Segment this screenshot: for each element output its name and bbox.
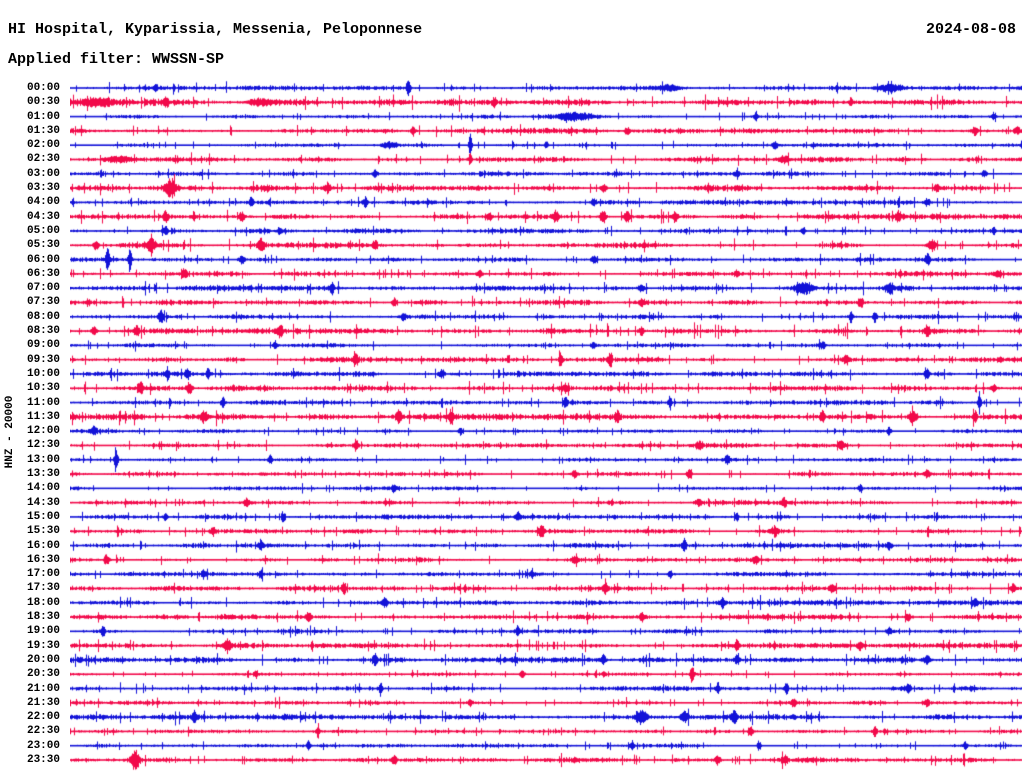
channel-scale-label: HNZ - 20000 — [4, 395, 16, 469]
trace-time-label: 11:00 — [26, 396, 60, 409]
trace-time-label: 14:00 — [26, 482, 60, 495]
trace-time-label: 00:30 — [26, 96, 60, 109]
trace-time-label: 19:00 — [26, 625, 60, 638]
trace-time-label: 18:00 — [26, 596, 60, 609]
trace-time-label: 20:30 — [26, 668, 60, 681]
trace-time-label: 03:30 — [26, 182, 60, 195]
trace-time-label: 16:30 — [26, 553, 60, 566]
trace-time-label: 17:30 — [26, 582, 60, 595]
trace-time-label: 03:00 — [26, 167, 60, 180]
trace-time-label: 02:30 — [26, 153, 60, 166]
trace-time-label: 12:00 — [26, 425, 60, 438]
trace-time-label: 15:00 — [26, 510, 60, 523]
trace-time-label: 05:00 — [26, 224, 60, 237]
trace-time-label: 09:00 — [26, 339, 60, 352]
trace-time-label: 10:30 — [26, 382, 60, 395]
trace-time-label: 07:30 — [26, 296, 60, 309]
trace-time-label: 08:30 — [26, 325, 60, 338]
record-date: 2024-08-08 — [925, 21, 1016, 38]
applied-filter-label: Applied filter: WWSSN-SP — [8, 51, 225, 68]
trace-time-label: 00:00 — [26, 82, 60, 94]
trace-time-label: 17:00 — [26, 568, 60, 581]
trace-time-label: 21:00 — [26, 682, 60, 695]
trace-time-label: 21:30 — [26, 696, 60, 709]
station-title: HI Hospital, Kyparissia, Messenia, Peloponnese — [8, 21, 423, 38]
trace-time-label: 04:30 — [26, 210, 60, 223]
trace-time-label: 12:30 — [26, 439, 60, 452]
trace-time-label: 22:00 — [26, 711, 60, 724]
trace-time-label: 14:30 — [26, 496, 60, 509]
trace-time-label: 10:00 — [26, 367, 60, 380]
trace-time-label: 06:00 — [26, 253, 60, 266]
trace-time-label: 06:30 — [26, 267, 60, 280]
trace-time-label: 22:30 — [26, 725, 60, 738]
trace-time-label: 01:00 — [26, 110, 60, 123]
trace-time-label: 07:00 — [26, 282, 60, 295]
trace-time-label: 11:30 — [26, 410, 60, 423]
trace-time-label: 05:30 — [26, 239, 60, 252]
trace-time-label: 13:00 — [26, 453, 60, 466]
trace-time-label: 13:30 — [26, 468, 60, 481]
trace-time-label: 20:00 — [26, 653, 60, 666]
trace-time-label: 15:30 — [26, 525, 60, 538]
trace-time-label: 08:00 — [26, 310, 60, 323]
trace-time-label: 16:00 — [26, 539, 60, 552]
trace-time-label: 19:30 — [26, 639, 60, 652]
trace-time-label: 09:30 — [26, 353, 60, 366]
trace-time-label: 23:30 — [26, 754, 60, 766]
seismogram-trace-canvas — [70, 80, 1022, 776]
trace-time-label: 04:00 — [26, 196, 60, 209]
trace-time-label: 23:00 — [26, 739, 60, 752]
trace-time-label: 02:00 — [26, 139, 60, 152]
trace-time-label: 01:30 — [26, 124, 60, 137]
trace-time-label: 18:30 — [26, 611, 60, 624]
